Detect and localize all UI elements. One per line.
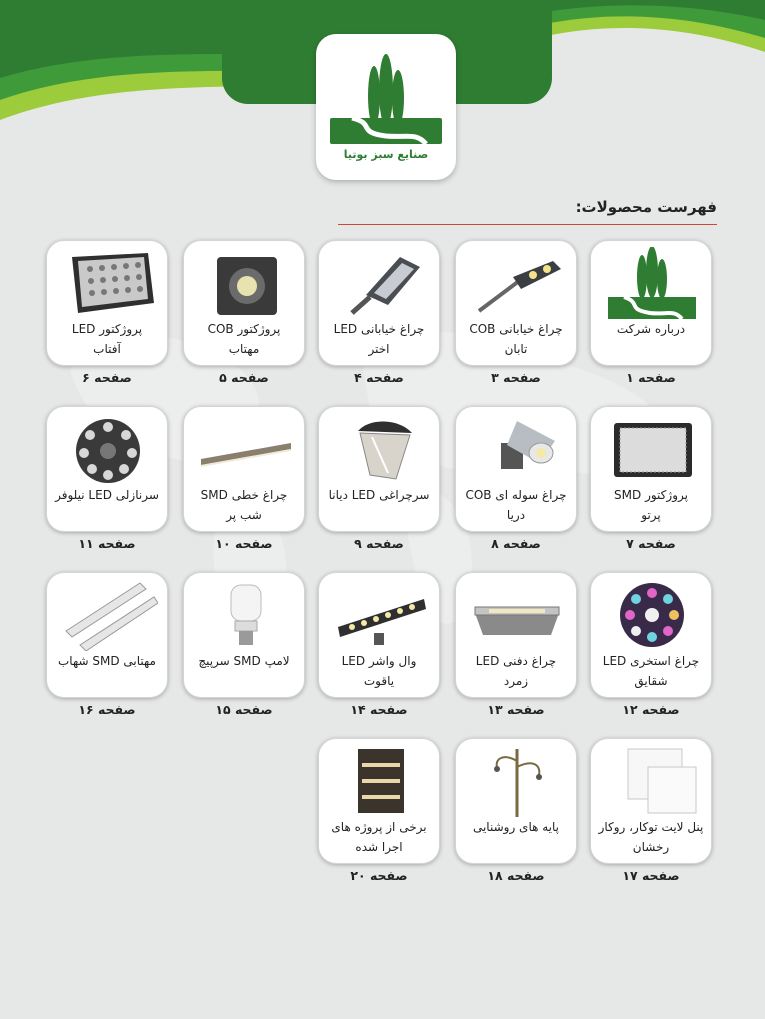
cob-floodlight-icon	[195, 247, 295, 319]
led-inground-light-icon	[467, 579, 567, 651]
section-title: فهرست محصولات:	[575, 198, 717, 216]
product-card-aftab[interactable]	[46, 240, 168, 366]
page-number: صفحه ۱۸	[487, 868, 545, 883]
company-logo-icon	[316, 34, 456, 146]
product-card-mahtab[interactable]	[183, 240, 305, 366]
section-divider	[338, 224, 717, 225]
product-name: لامپ SMD سرپیچ	[198, 654, 290, 668]
product-name: درباره شرکت	[616, 322, 686, 336]
smd-bulb-icon	[195, 579, 295, 651]
page-number: صفحه ۵	[219, 370, 269, 385]
logo-text: صنایع سبز بوتیا	[343, 148, 429, 161]
product-name: سرچراغی LED دیانا	[328, 488, 430, 502]
page-number: صفحه ۳	[491, 370, 541, 385]
product-card-poles[interactable]	[455, 738, 577, 864]
product-card-diana[interactable]	[318, 406, 440, 532]
page-number: صفحه ۶	[82, 370, 132, 385]
product-card-shahab[interactable]	[46, 572, 168, 698]
product-name: پنل لایت توکار، روکار رخشان	[598, 820, 704, 854]
page-number: صفحه ۱۴	[350, 702, 408, 717]
product-name: پروژکتور COB مهتاب	[207, 322, 281, 356]
smd-tube-icon	[58, 579, 158, 651]
product-name: چراغ خیابانی COB تابان	[469, 322, 563, 356]
product-name: پروژکتور LED آفتاب	[71, 322, 143, 356]
product-name: چراغ خطی SMD شب پر	[200, 488, 288, 522]
page-number: صفحه ۱۵	[215, 702, 273, 717]
cob-street-light-icon	[467, 247, 567, 319]
panel-light-icon	[602, 745, 702, 817]
led-street-light-icon	[330, 247, 430, 319]
cob-highbay-icon	[467, 413, 567, 485]
product-card-taban[interactable]	[455, 240, 577, 366]
page-number: صفحه ۴	[354, 370, 404, 385]
product-card-bulb[interactable]	[183, 572, 305, 698]
smd-linear-light-icon	[195, 413, 295, 485]
page-number: صفحه ۲۰	[350, 868, 408, 883]
product-card-shaghayegh[interactable]	[590, 572, 712, 698]
projects-photo-icon	[330, 745, 430, 817]
product-card-rakhshan[interactable]	[590, 738, 712, 864]
page-number: صفحه ۱۶	[78, 702, 136, 717]
product-card-projects[interactable]	[318, 738, 440, 864]
page-number: صفحه ۱۰	[215, 536, 273, 551]
smd-floodlight-icon	[602, 413, 702, 485]
product-name: چراغ سوله ای COB دریا	[465, 488, 567, 522]
product-name: مهتابی SMD شهاب	[58, 654, 156, 668]
product-card-parto[interactable]	[590, 406, 712, 532]
page-number: صفحه ۱۳	[487, 702, 545, 717]
product-name: برخی از پروژه های اجرا شده	[331, 820, 427, 854]
product-card-akhtar[interactable]	[318, 240, 440, 366]
product-name: سرنازلی LED نیلوفر	[55, 488, 159, 502]
page-number: صفحه ۱۲	[622, 702, 680, 717]
product-card-yaghout[interactable]	[318, 572, 440, 698]
product-card-niloufar[interactable]	[46, 406, 168, 532]
led-pool-light-icon	[602, 579, 702, 651]
product-name: پروژکتور SMD پرتو	[614, 488, 688, 522]
page-number: صفحه ۱	[626, 370, 676, 385]
led-floodlight-icon	[58, 247, 158, 319]
led-nozzle-light-icon	[58, 413, 158, 485]
page-number: صفحه ۷	[626, 536, 676, 551]
company-logo	[316, 34, 456, 180]
page-number: صفحه ۹	[354, 536, 404, 551]
product-card-zomorrod[interactable]	[455, 572, 577, 698]
product-card-shabpar[interactable]	[183, 406, 305, 532]
product-card-darya[interactable]	[455, 406, 577, 532]
led-lantern-icon	[330, 413, 430, 485]
page-number: صفحه ۱۷	[622, 868, 680, 883]
page-number: صفحه ۱۱	[78, 536, 136, 551]
light-pole-icon	[467, 745, 567, 817]
product-name: پایه های روشنایی	[472, 820, 560, 834]
product-name: وال واشر LED یاقوت	[341, 654, 417, 688]
company-logo-icon	[602, 247, 702, 319]
led-wall-washer-icon	[330, 579, 430, 651]
product-name: چراغ دفنی LED زمرد	[475, 654, 557, 688]
product-card-about[interactable]	[590, 240, 712, 366]
product-name: چراغ استخری LED شقایق	[602, 654, 700, 688]
product-name: چراغ خیابانی LED اختر	[333, 322, 425, 356]
page-number: صفحه ۸	[491, 536, 541, 551]
